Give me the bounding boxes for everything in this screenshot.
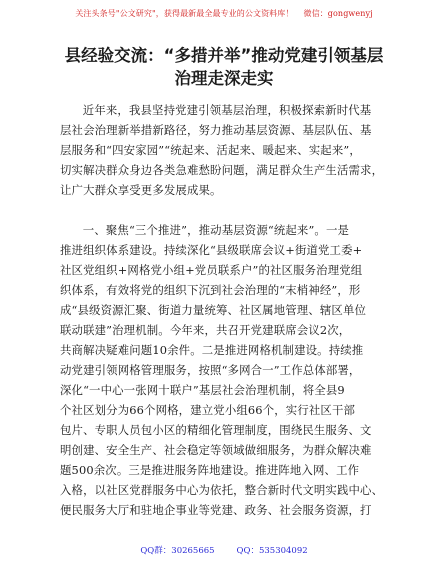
- text-line: 题500余次。三是推进服务阵地建设。推进阵地入网、工作: [60, 463, 360, 477]
- paragraph-intro: [60, 100, 392, 200]
- text-line: 织体系，有效将党的组织下沉到社会治理的“末梢神经”，形: [60, 283, 361, 297]
- title-line-1: 县经验交流：“多措并举”推动党建引领基层: [64, 46, 384, 65]
- footer-qq-group: QQ群：30265665: [140, 546, 215, 556]
- text-line: 社区党组织+网格党小组+党员联系户”的社区服务治理党组: [60, 263, 363, 277]
- title-line-2: 治理走深走实: [174, 69, 274, 88]
- document-body: [60, 100, 392, 520]
- text-line: 层社会治理新举措新路径，努力推动基层资源、基层队伍、基: [60, 123, 372, 137]
- text-line: 一、聚焦“三个推进”，推动基层资源“统起来”。一是: [82, 223, 350, 237]
- text-line: 让广大群众享受更多发展成果。: [60, 183, 222, 197]
- footer-qq: QQ：535304092: [236, 546, 308, 556]
- document-title: [40, 44, 408, 90]
- paragraph-section-1: [60, 220, 392, 520]
- text-line: 明创建、安全生产、社会稳定等领域做细服务，为群众解决难: [60, 443, 372, 457]
- text-line: 共商解决疑难问题10余件。二是推进网格机制建设。持续推: [60, 343, 364, 357]
- text-line: 层服务和“四安家园”“统起来、活起来、暖起来、实起来”，: [60, 143, 361, 157]
- text-line: 近年来，我县坚持党建引领基层治理，积极探索新时代基: [82, 103, 372, 117]
- text-line: 推进组织体系建设。持续深化“县级联席会议+街道党工委+: [60, 243, 363, 257]
- text-line: 成“县级资源汇聚、街道力量统筹、社区属地管理、辖区单位: [60, 303, 367, 317]
- top-banner: [0, 8, 448, 19]
- text-line: 动党建引领网格管理服务，按照“多网合一”工作总体部署，: [60, 363, 361, 377]
- text-line: 联动联建”治理机制。今年来，共召开党建联席会议2次，: [60, 323, 351, 337]
- text-line: 切实解决群众身边各类急难愁盼问题，满足群众生产生活需求，: [60, 163, 384, 177]
- text-line: 包片、专职人员包小区的精细化管理制度，围绕民生服务、文: [60, 423, 372, 437]
- text-line: 深化“一中心一张网十联户”基层社会治理机制，将全县9: [60, 383, 345, 397]
- paragraph-spacer: [60, 200, 392, 220]
- text-line: 个社区划分为66个网格，建立党小组66个，实行社区干部: [60, 403, 356, 417]
- text-line: 便民服务大厅和驻地企事业等党建、政务、社会服务资源，打: [60, 503, 372, 517]
- text-line: 入格，以社区党群服务中心为依托，整合新时代文明实践中心、: [60, 483, 384, 497]
- banner-wechat-text: 微信：gongwenyj: [303, 9, 373, 18]
- banner-promo-text: 关注头条号"公文研究"，获得最新最全最专业的公文资料库！: [75, 9, 294, 18]
- footer-contact: [0, 544, 448, 556]
